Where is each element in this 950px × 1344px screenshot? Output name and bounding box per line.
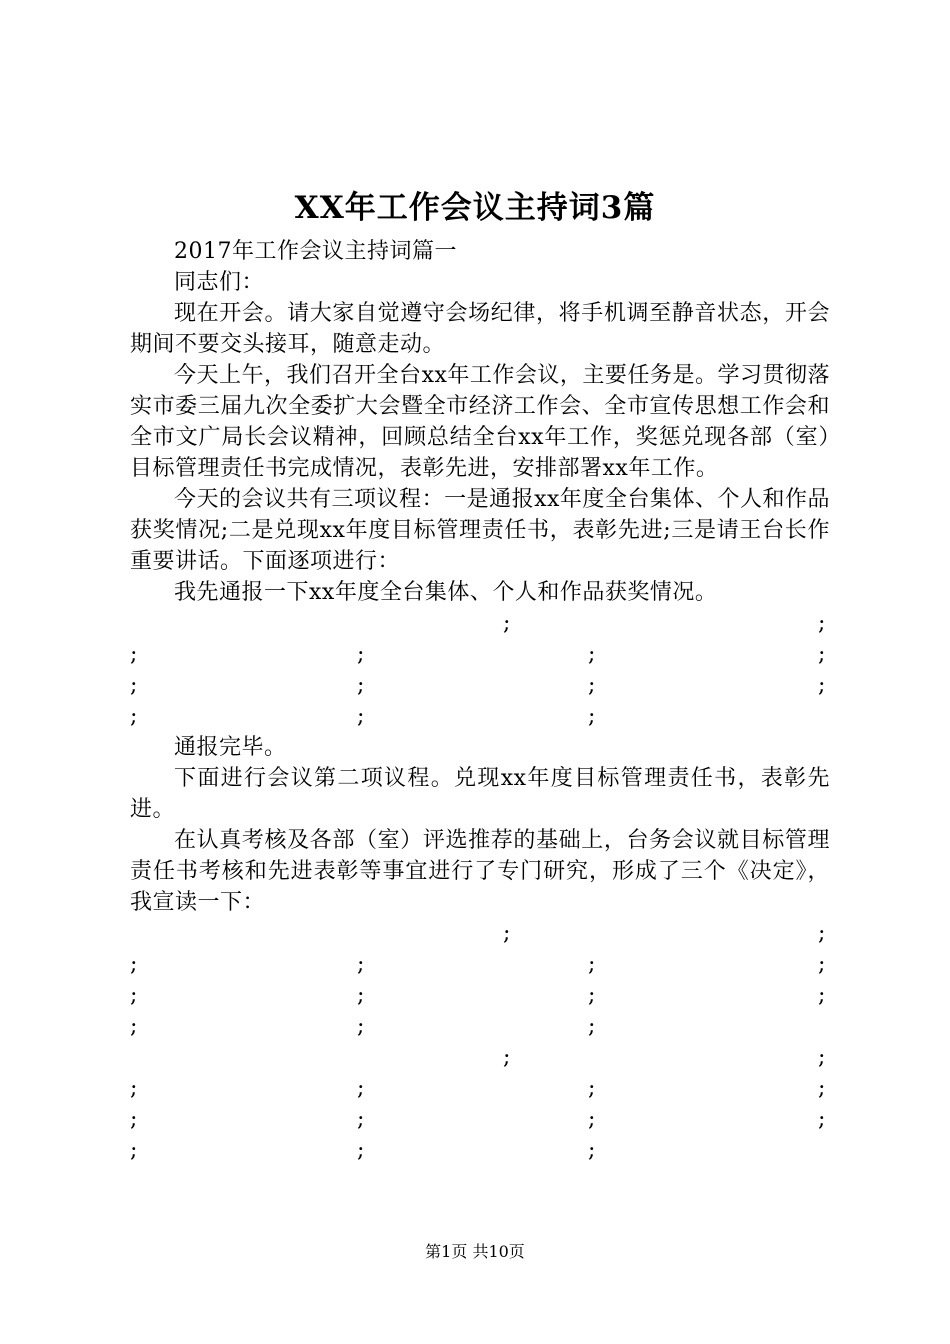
separator-mark: ; [588, 642, 596, 667]
section-heading: 2017年工作会议主持词篇一 [174, 239, 457, 264]
separator-block [130, 918, 830, 1042]
separator-mark: ; [818, 1076, 826, 1101]
separator-block [130, 608, 830, 732]
document-title: XX年工作会议主持词3篇 [294, 190, 656, 226]
separator-row [130, 639, 830, 670]
separator-mark: ; [357, 1138, 365, 1163]
separator-row [130, 949, 830, 980]
separator-mark: ; [130, 1138, 138, 1163]
separator-mark: ; [818, 983, 826, 1008]
separator-mark: ; [588, 1076, 596, 1101]
separator-mark: ; [130, 704, 138, 729]
paragraph: 我先通报一下xx年度全台集体、个人和作品获奖情况。 [174, 580, 718, 605]
separator-row [130, 1042, 830, 1073]
separator-mark: ; [503, 1045, 511, 1070]
separator-mark: ; [130, 1107, 138, 1132]
separator-mark: ; [818, 1045, 826, 1070]
separator-row [130, 1135, 830, 1166]
separator-mark: ; [588, 1107, 596, 1132]
separator-mark: ; [818, 921, 826, 946]
paragraph: 通报完毕。 [174, 735, 287, 760]
separator-mark: ; [818, 642, 826, 667]
paragraph: 现在开会。请大家自觉遵守会场纪律，将手机调至静音状态，开会期间不要交头接耳，随意走动。 [130, 301, 830, 357]
separator-mark: ; [503, 611, 511, 636]
separator-mark: ; [818, 611, 826, 636]
paragraph: 今天上午，我们召开全台xx年工作会议，主要任务是。学习贯彻落实市委三届九次全委扩大会暨全市经济工作会、全市宣传思想工作会和全市文广局长会议精神，回顾总结全台xx年工作，奖惩兑现各部（室）目标管理责任书完成情况，表彰先进，安排部署xx年工作。 [130, 363, 830, 481]
separator-mark: ; [130, 983, 138, 1008]
separator-mark: ; [357, 704, 365, 729]
separator-mark: ; [588, 1138, 596, 1163]
separator-mark: ; [130, 673, 138, 698]
document-body [130, 236, 830, 1166]
separator-row [130, 1104, 830, 1135]
separator-mark: ; [357, 673, 365, 698]
salutation: 同志们： [174, 270, 265, 295]
separator-mark: ; [588, 1014, 596, 1039]
separator-block [130, 1042, 830, 1166]
separator-mark: ; [818, 1107, 826, 1132]
paragraph: 在认真考核及各部（室）评选推荐的基础上，台务会议就目标管理责任书考核和先进表彰等事宜进行了专门研究，形成了三个《决定》，我宣读一下： [130, 828, 830, 915]
separator-row [130, 1011, 830, 1042]
separator-mark: ; [130, 642, 138, 667]
separator-row [130, 980, 830, 1011]
separator-row [130, 701, 830, 732]
separator-mark: ; [818, 673, 826, 698]
separator-mark: ; [357, 1107, 365, 1132]
separator-mark: ; [357, 983, 365, 1008]
separator-mark: ; [818, 952, 826, 977]
separator-mark: ; [588, 704, 596, 729]
separator-mark: ; [503, 921, 511, 946]
paragraph: 今天的会议共有三项议程：一是通报xx年度全台集体、个人和作品获奖情况;二是兑现xx年度目标管理责任书，表彰先进;三是请王台长作重要讲话。下面逐项进行： [130, 487, 830, 574]
separator-mark: ; [588, 952, 596, 977]
separator-mark: ; [130, 1014, 138, 1039]
separator-row [130, 670, 830, 701]
separator-row [130, 918, 830, 949]
separator-row [130, 608, 830, 639]
separator-mark: ; [357, 642, 365, 667]
separator-mark: ; [357, 952, 365, 977]
separator-mark: ; [130, 1076, 138, 1101]
page-number: 第1页 共10页 [425, 1242, 525, 1261]
separator-mark: ; [357, 1076, 365, 1101]
separator-row [130, 1073, 830, 1104]
separator-mark: ; [130, 952, 138, 977]
paragraph: 下面进行会议第二项议程。兑现xx年度目标管理责任书，表彰先进。 [130, 766, 830, 822]
separator-mark: ; [588, 673, 596, 698]
separator-mark: ; [357, 1014, 365, 1039]
separator-mark: ; [588, 983, 596, 1008]
